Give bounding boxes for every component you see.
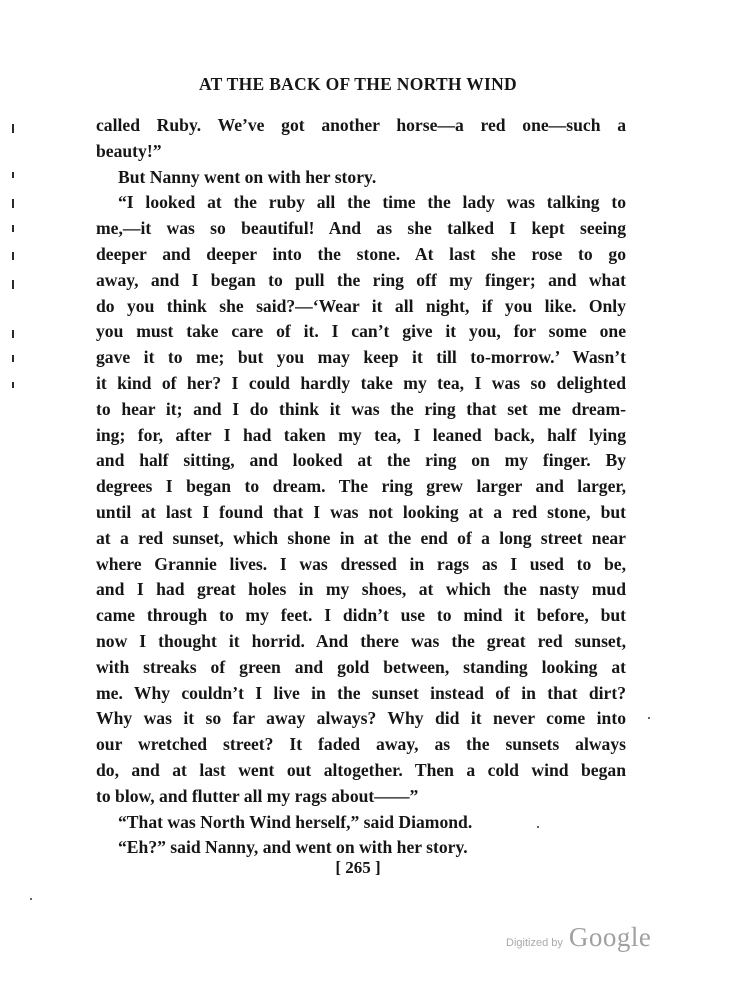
running-head: AT THE BACK OF THE NORTH WIND: [199, 74, 517, 94]
scan-speck: [30, 898, 32, 900]
text-line: But Nanny went on with her story.: [118, 166, 377, 187]
text-line: me,—it was so beautiful! And as she talked I kept seeing: [96, 218, 626, 239]
text-line: our wretched street? It faded away, as the sunsets always: [96, 734, 626, 755]
text-line: and half sitting, and looked at the ring on my finger. By: [96, 450, 626, 471]
text-line: “That was North Wind herself,” said Diamond.: [118, 811, 473, 832]
text-line: where Grannie lives. I was dressed in rags as I used to be,: [96, 553, 626, 574]
text-line: “I looked at the ruby all the time the lady was talking to: [118, 192, 626, 213]
text-line: at a red sunset, which shone in at the end of a long street near: [96, 527, 626, 548]
text-line: to blow, and flutter all my rags about——”: [96, 785, 419, 806]
scan-mark: [12, 280, 14, 289]
watermark-prefix: Digitized by: [506, 937, 563, 949]
google-logo: Google: [568, 922, 652, 952]
text-line: degrees I began to dream. The ring grew larger and larger,: [96, 476, 626, 497]
text-line: it kind of her? I could hardly take my tea, I was so delighted: [96, 372, 626, 393]
scan-mark: [12, 382, 14, 388]
text-line: Why was it so far away always? Why did it never come into: [96, 708, 626, 729]
scan-mark: [12, 199, 14, 208]
text-line: you must take care of it. I can’t give it you, for some one: [96, 321, 626, 342]
text-line: came through to my feet. I didn’t use to mind it before, but: [96, 605, 626, 626]
text-line: do you think she said?—‘Wear it all night, if you like. Only: [96, 295, 626, 316]
scan-speck: [648, 717, 650, 719]
scan-mark: [12, 355, 14, 362]
page-number: [ 265 ]: [335, 858, 381, 877]
text-line: ing; for, after I had taken my tea, I leaned back, half lying: [96, 424, 626, 445]
text-line: beauty!”: [96, 140, 162, 161]
text-line: until at last I found that I was not looking at a red stone, but: [96, 501, 626, 522]
text-line: to hear it; and I do think it was the ring that set me dream-: [96, 398, 626, 419]
digitized-by-watermark: [506, 922, 651, 953]
scan-margin-marks: [12, 0, 24, 1000]
text-line: me. Why couldn’t I live in the sunset instead of in that dirt?: [96, 682, 626, 703]
text-line: away, and I began to pull the ring off my finger; and what: [96, 269, 626, 290]
text-line: with streaks of green and gold between, standing looking at: [96, 656, 626, 677]
text-line: deeper and deeper into the stone. At last she rose to go: [96, 243, 626, 264]
text-line: now I thought it horrid. And there was the great red sunset,: [96, 630, 626, 651]
scan-mark: [12, 172, 14, 178]
scan-mark: [12, 225, 14, 232]
text-line: and I had great holes in my shoes, at which the nasty mud: [96, 579, 626, 600]
text-line: called Ruby. We’ve got another horse—a red one—such a: [96, 115, 626, 135]
body-text: [96, 113, 626, 861]
scan-mark: [12, 330, 14, 338]
scan-mark: [12, 252, 14, 260]
text-line: “Eh?” said Nanny, and went on with her story.: [118, 837, 468, 858]
text-line: do, and at last went out altogether. Then a cold wind began: [96, 759, 626, 780]
scan-mark: [12, 124, 14, 133]
text-line: gave it to me; but you may keep it till to-morrow.’ Wasn’t: [96, 347, 626, 368]
